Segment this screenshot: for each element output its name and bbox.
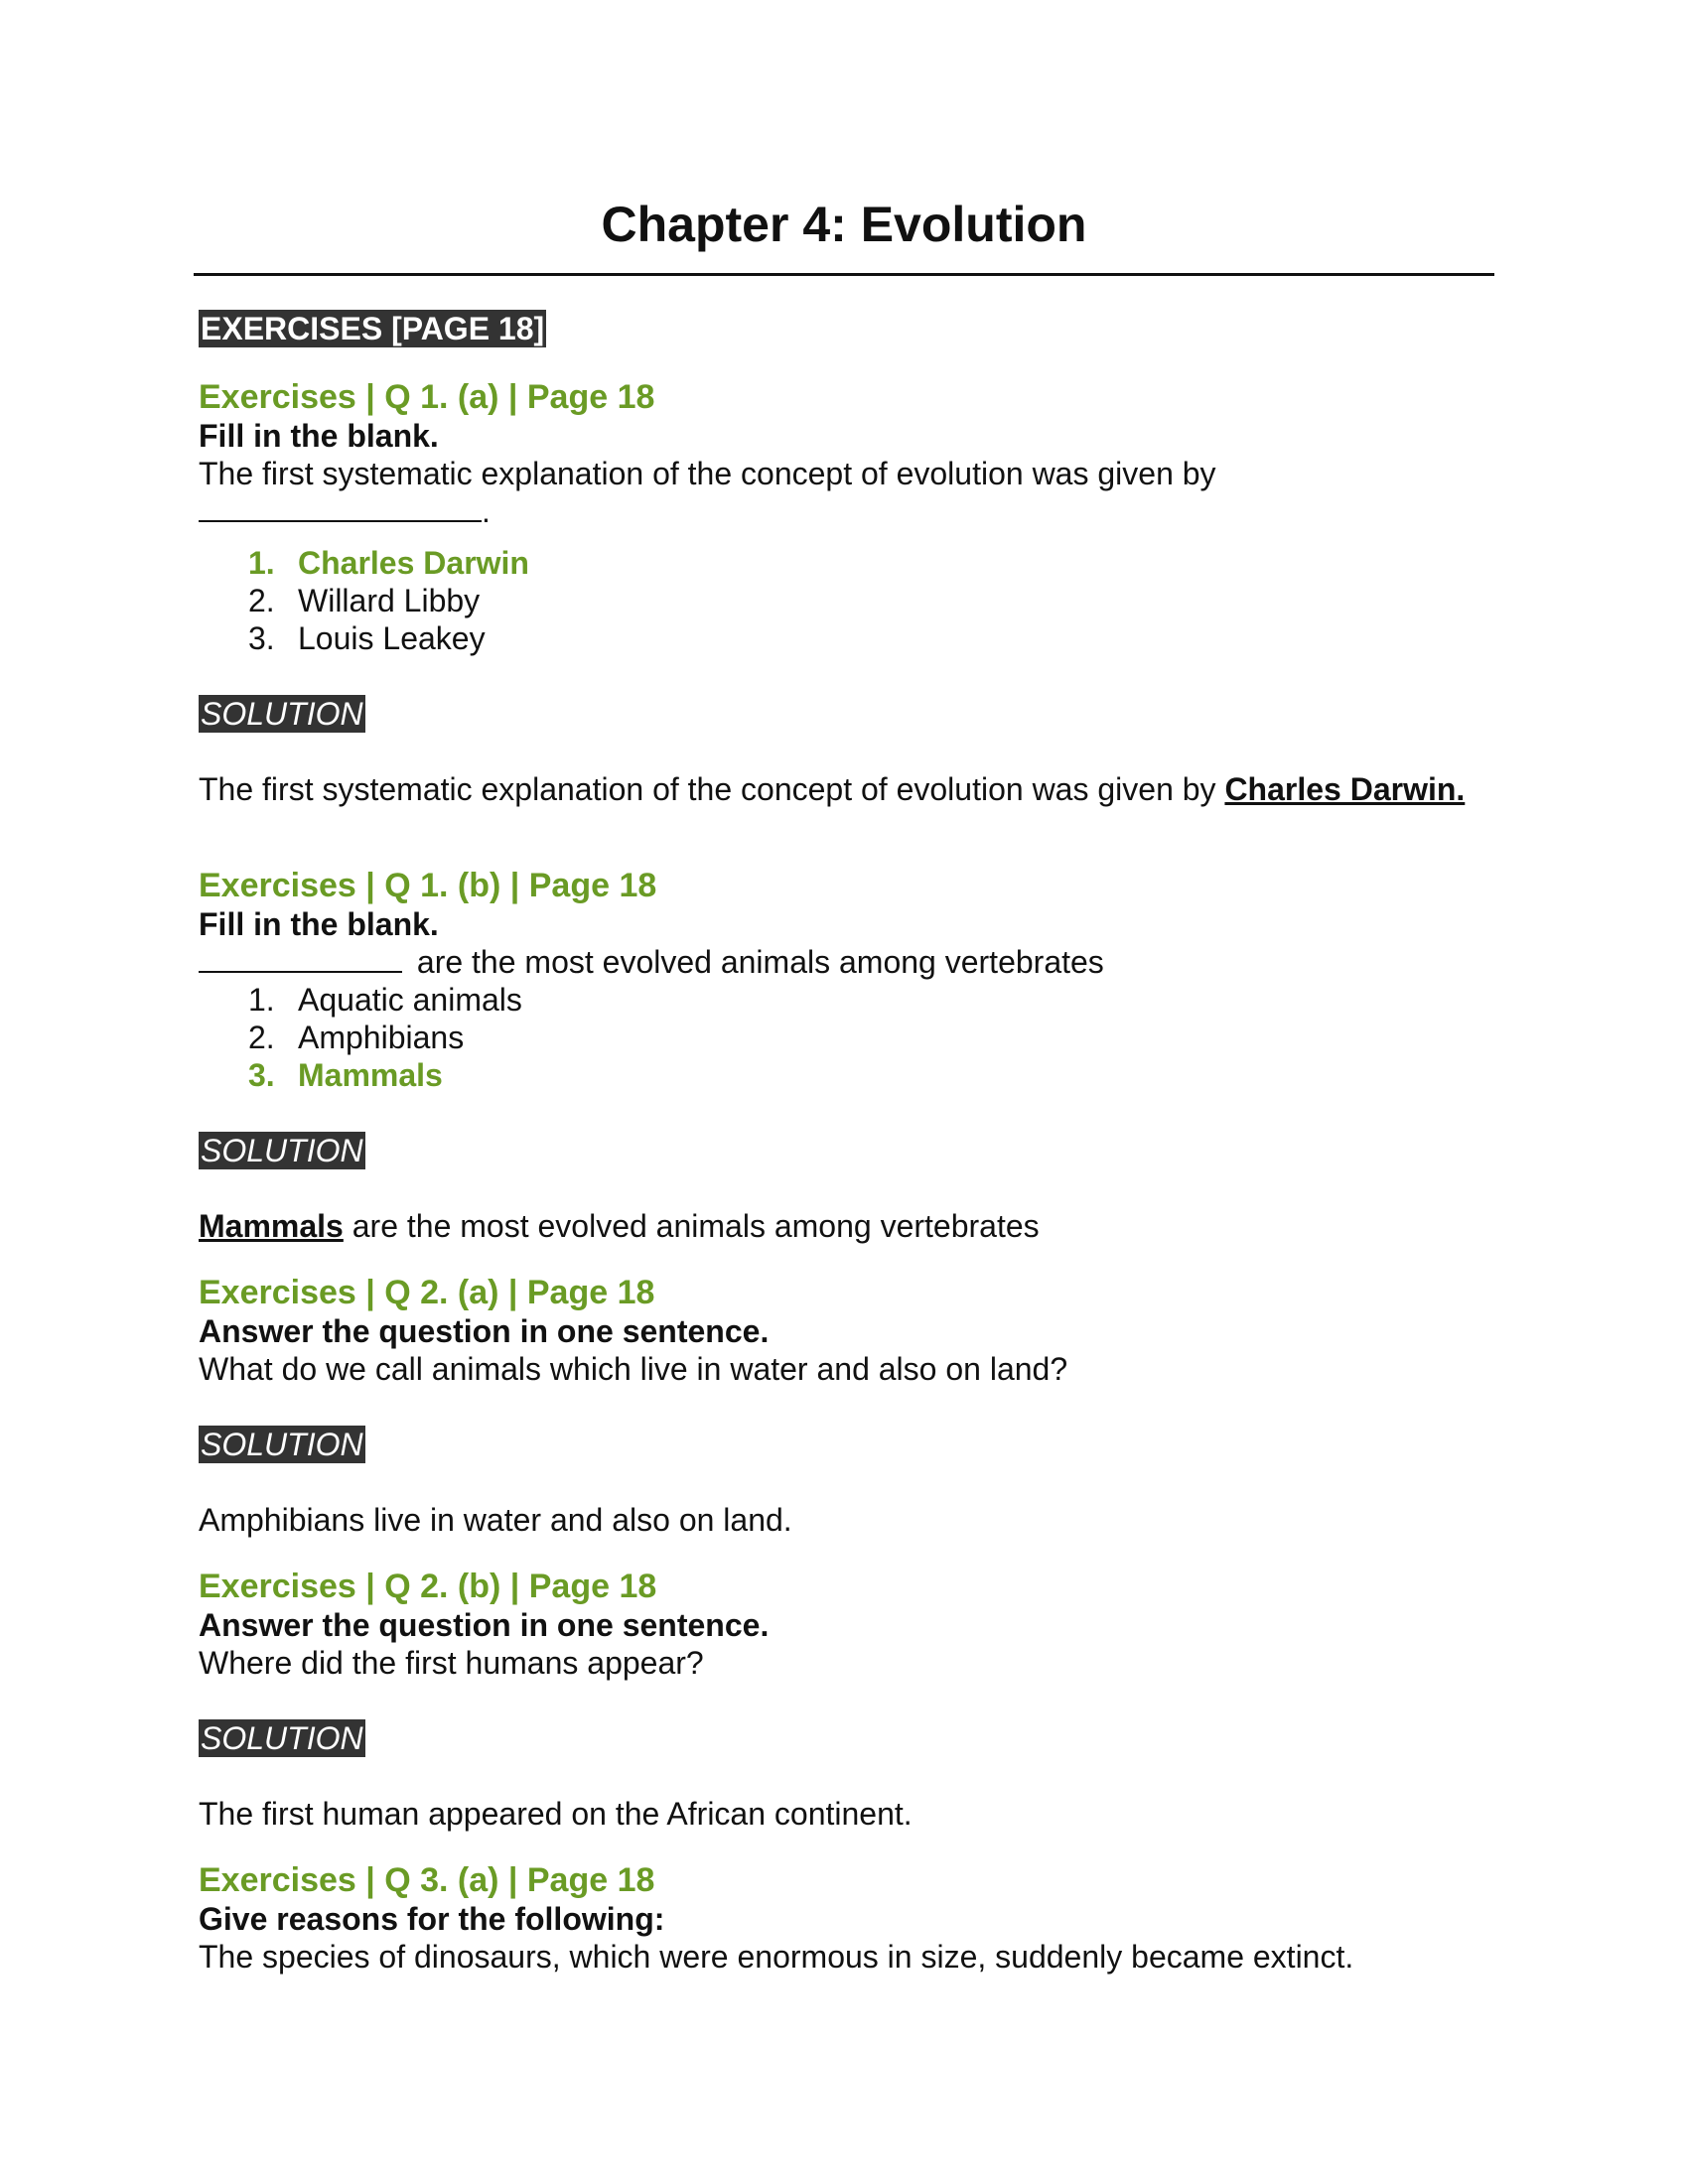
question-text: The first systematic explanation of the concept of evolution was given by (199, 456, 1216, 491)
option-correct: 1. Charles Darwin (248, 545, 529, 581)
question-heading: Exercises | Q 1. (b) | Page 18 (199, 867, 657, 904)
options-list (199, 981, 1489, 1094)
title-divider (194, 273, 1494, 276)
question-heading: Exercises | Q 1. (a) | Page 18 (199, 378, 655, 416)
options-list (199, 544, 1489, 657)
question-text: Where did the first humans appear? (199, 1645, 704, 1681)
question-type: Fill in the blank. (199, 418, 439, 454)
solution-text: The first systematic explanation of the concept of evolution was given by Charles Darwin. (199, 771, 1466, 807)
blank-suffix: . (482, 493, 491, 529)
solution-tag: SOLUTION (201, 1720, 363, 1756)
answer-blank-line (199, 492, 1489, 530)
question-block (199, 377, 1489, 808)
question-block (199, 1273, 1489, 1539)
page-title: Chapter 4: Evolution (601, 197, 1087, 252)
solution-tag: SOLUTION (201, 1427, 363, 1462)
question-heading: Exercises | Q 2. (b) | Page 18 (199, 1568, 657, 1605)
question-type: Answer the question in one sentence. (199, 1313, 770, 1349)
solution-answer: Mammals (199, 1208, 344, 1244)
question-heading: Exercises | Q 2. (a) | Page 18 (199, 1274, 655, 1311)
solution-tag: SOLUTION (201, 696, 363, 732)
solution-text: The first human appeared on the African continent. (199, 1796, 913, 1832)
option: 2. Amphibians (248, 1020, 465, 1055)
blank-underline (199, 943, 402, 973)
question-block (199, 866, 1489, 1245)
option: 2. Willard Libby (248, 583, 481, 618)
question-text: are the most evolved animals among vertebrates (199, 943, 1489, 981)
question-text: The species of dinosaurs, which were enormous in size, suddenly became extinct. (199, 1939, 1354, 1975)
question-type: Fill in the blank. (199, 906, 439, 942)
question-block (199, 1860, 1489, 1976)
document-body (199, 310, 1489, 1976)
question-type: Give reasons for the following: (199, 1901, 665, 1937)
solution-text: Amphibians live in water and also on land. (199, 1502, 792, 1538)
solution-tag: SOLUTION (201, 1133, 363, 1168)
option-correct: 3. Mammals (248, 1057, 443, 1093)
section-tag: EXERCISES [PAGE 18] (201, 311, 545, 346)
question-block (199, 1567, 1489, 1833)
question-text: What do we call animals which live in water and also on land? (199, 1351, 1068, 1387)
option: 1. Aquatic animals (248, 982, 522, 1018)
question-heading: Exercises | Q 3. (a) | Page 18 (199, 1861, 655, 1899)
solution-text: Mammals are the most evolved animals among vertebrates (199, 1208, 1040, 1244)
solution-answer: Charles Darwin. (1224, 771, 1466, 807)
question-type: Answer the question in one sentence. (199, 1607, 770, 1643)
option: 3. Louis Leakey (248, 620, 486, 656)
blank-underline (199, 492, 482, 522)
